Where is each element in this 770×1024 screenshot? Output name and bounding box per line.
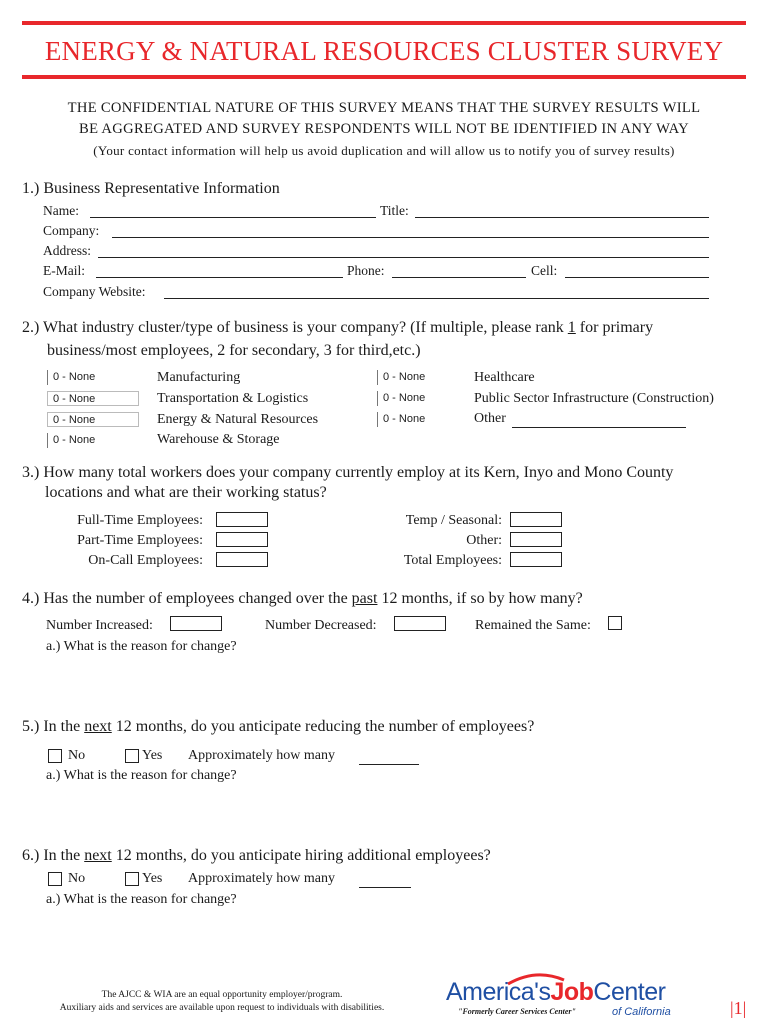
title-label: Title: [380, 203, 409, 218]
q5-no-label: No [68, 748, 86, 763]
q5-approx-field[interactable] [359, 764, 419, 765]
q5-reason-label: a.) What is the reason for change? [46, 768, 237, 783]
footer-line2: Auxiliary aids and services are available upon request to individuals with disabilities. [59, 1003, 385, 1013]
q5-yes-checkbox[interactable] [125, 749, 139, 763]
number-increased-input[interactable] [170, 616, 222, 631]
q2-heading-start: 2.) What industry cluster/type of business is your company? (If multiple, please rank [22, 319, 568, 336]
company-label: Company: [43, 223, 100, 238]
rank-select-manufacturing[interactable]: 0 - None [47, 370, 139, 385]
title-field[interactable] [415, 217, 709, 218]
logo-state: of California [612, 1006, 671, 1018]
full-time-input[interactable] [216, 512, 268, 527]
q6-heading-next: next [84, 847, 112, 864]
phone-field[interactable] [392, 277, 526, 278]
address-field[interactable] [98, 257, 709, 258]
on-call-input[interactable] [216, 552, 268, 567]
rank-select-healthcare[interactable]: 0 - None [377, 370, 469, 385]
website-field[interactable] [164, 298, 709, 299]
part-time-label: Part-Time Employees: [77, 533, 203, 548]
q6-reason-label: a.) What is the reason for change? [46, 892, 237, 907]
cell-label: Cell: [531, 263, 558, 278]
website-label: Company Website: [43, 284, 146, 299]
option-energy: Energy & Natural Resources [157, 412, 319, 427]
page-number: |1| [730, 998, 747, 1018]
q6-approx-label: Approximately how many [188, 871, 335, 886]
other-specify-field[interactable] [512, 427, 686, 428]
q5-approx-label: Approximately how many [188, 748, 335, 763]
other-workers-label: Other: [466, 533, 502, 548]
other-workers-input[interactable] [510, 532, 562, 547]
q2-heading-line2: business/most employees, 2 for secondary, 3 for third,etc.) [47, 342, 421, 359]
confidential-notice-line1: THE CONFIDENTIAL NATURE OF THIS SURVEY MEANS THAT THE SURVEY RESULTS WILL [67, 100, 701, 116]
page-title: ENERGY & NATURAL RESOURCES CLUSTER SURVEY [44, 36, 724, 66]
email-field[interactable] [96, 277, 343, 278]
q6-heading [22, 847, 491, 865]
q6-no-checkbox[interactable] [48, 872, 62, 886]
part-time-input[interactable] [216, 532, 268, 547]
q2-heading-line1 [22, 319, 653, 337]
option-other: Other [474, 411, 506, 426]
contact-note: (Your contact information will help us avoid duplication and will allow us to notify you of survey results) [93, 143, 675, 158]
ajcc-logo [446, 972, 696, 1022]
rank-select-warehouse[interactable]: 0 - None [47, 433, 139, 448]
q5-no-checkbox[interactable] [48, 749, 62, 763]
q5-yes-label: Yes [142, 748, 163, 763]
q2-heading-end: for primary [575, 319, 654, 336]
q4-heading-end: 12 months, if so by how many? [377, 590, 583, 607]
q6-yes-checkbox[interactable] [125, 872, 139, 886]
number-decreased-label: Number Decreased: [265, 618, 377, 633]
q6-yes-label: Yes [142, 871, 163, 886]
q4-heading [22, 590, 583, 608]
option-healthcare: Healthcare [474, 370, 535, 385]
bottom-red-rule [22, 75, 746, 79]
q5-heading-end: 12 months, do you anticipate reducing the number of employees? [111, 718, 535, 735]
logo-americas: America's [446, 978, 551, 1006]
q4-heading-past: past [351, 590, 378, 607]
name-field[interactable] [90, 217, 376, 218]
phone-label: Phone: [347, 263, 385, 278]
cell-field[interactable] [565, 277, 709, 278]
number-increased-label: Number Increased: [46, 618, 153, 633]
on-call-label: On-Call Employees: [88, 553, 203, 568]
option-transportation: Transportation & Logistics [157, 391, 309, 406]
company-field[interactable] [112, 237, 709, 238]
temp-seasonal-label: Temp / Seasonal: [405, 513, 502, 528]
q3-heading-line1: 3.) How many total workers does your company currently employ at its Kern, Inyo and Mono County [22, 464, 674, 481]
logo-center: Center [593, 978, 666, 1006]
logo-wordmark [446, 978, 665, 1007]
q6-no-label: No [68, 871, 86, 886]
q2-heading-rank: 1 [567, 319, 576, 336]
remained-same-label: Remained the Same: [475, 618, 591, 633]
q5-heading [22, 718, 534, 736]
option-manufacturing: Manufacturing [157, 370, 241, 385]
remained-same-checkbox[interactable] [608, 616, 622, 630]
rank-select-energy[interactable]: 0 - None [47, 412, 139, 427]
option-warehouse: Warehouse & Storage [157, 432, 280, 447]
q6-approx-field[interactable] [359, 887, 411, 888]
total-employees-label: Total Employees: [403, 553, 502, 568]
rank-select-transportation[interactable]: 0 - None [47, 391, 139, 406]
top-red-rule [22, 21, 746, 25]
q4-heading-start: 4.) Has the number of employees changed over the [22, 590, 352, 607]
number-decreased-input[interactable] [394, 616, 446, 631]
logo-job: Job [550, 978, 594, 1006]
rank-select-public-sector[interactable]: 0 - None [377, 391, 469, 406]
footer-line1: The AJCC & WIA are an equal opportunity employer/program. [101, 990, 343, 1000]
q4-reason-label: a.) What is the reason for change? [46, 639, 237, 654]
q5-heading-start: 5.) In the [22, 718, 85, 735]
q1-heading: 1.) Business Representative Information [22, 180, 280, 197]
name-label: Name: [43, 203, 79, 218]
email-label: E-Mail: [43, 263, 85, 278]
q6-heading-start: 6.) In the [22, 847, 85, 864]
q5-heading-next: next [84, 718, 112, 735]
option-public-sector: Public Sector Infrastructure (Construction) [474, 391, 714, 406]
full-time-label: Full-Time Employees: [77, 513, 203, 528]
q6-heading-end: 12 months, do you anticipate hiring additional employees? [111, 847, 491, 864]
rank-select-other[interactable]: 0 - None [377, 412, 469, 427]
page-number-value: 1 [733, 998, 743, 1018]
q3-heading-line2: locations and what are their working status? [45, 484, 327, 501]
total-employees-input[interactable] [510, 552, 562, 567]
confidential-notice-line2: BE AGGREGATED AND SURVEY RESPONDENTS WILL NOT BE IDENTIFIED IN ANY WAY [79, 121, 689, 137]
address-label: Address: [43, 243, 91, 258]
temp-seasonal-input[interactable] [510, 512, 562, 527]
logo-tagline: "Formerly Career Services Center" [458, 1007, 576, 1016]
